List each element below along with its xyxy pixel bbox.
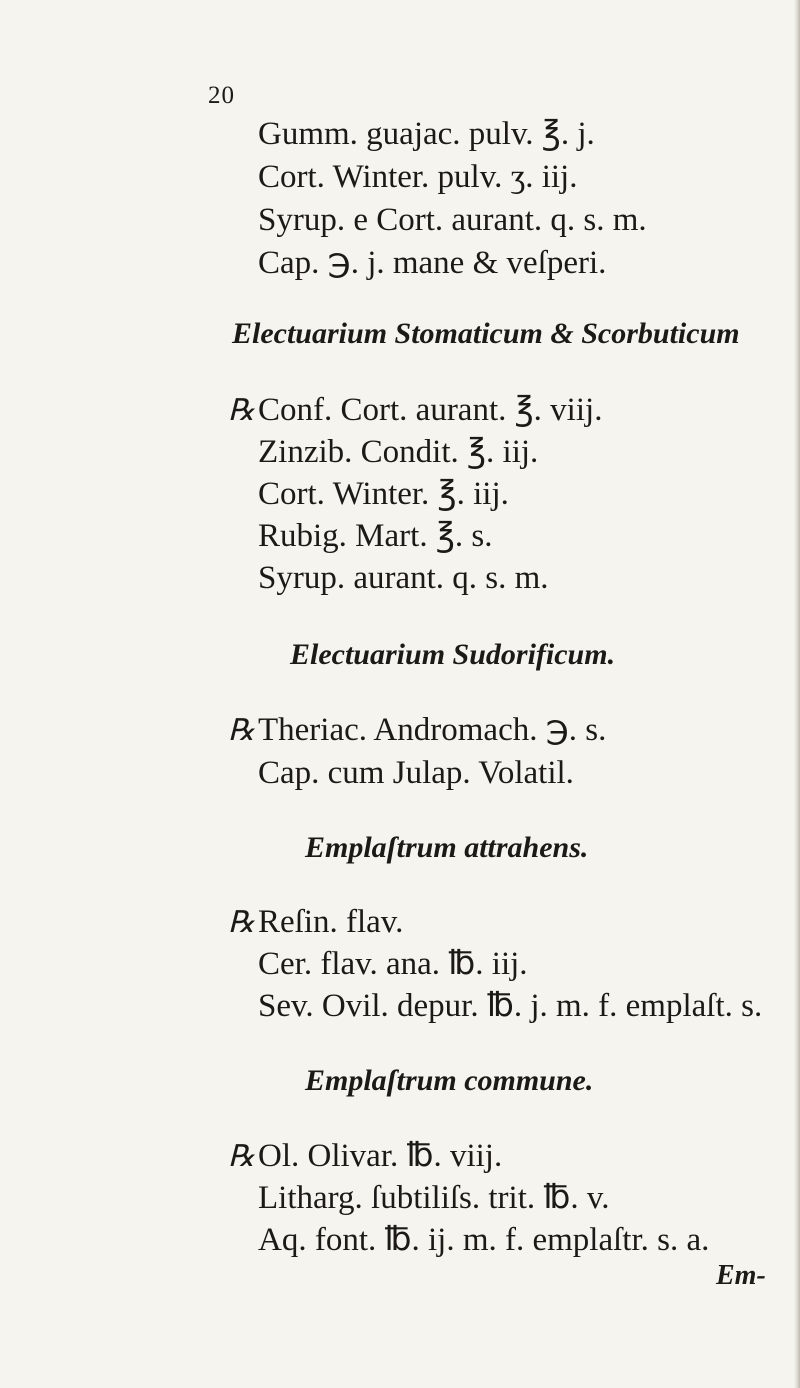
prescription-line: Aq. font. ℔. ij. m. f. emplaſtr. s. a. [258,1222,710,1258]
section-heading: Emplaſtrum commune. [305,1064,594,1097]
page-number: 20 [208,82,235,109]
section-heading: Electuarium Stomaticum & Scorbuticum [232,317,740,350]
prescription-line: Reſin. flav. [258,904,404,940]
prescription-line: Syrup. aurant. q. s. m. [258,560,549,596]
prescription-line: Cort. Winter. ℥. iij. [258,476,509,512]
prescription-line: Sev. Ovil. depur. ℔. j. m. f. emplaſt. s. [258,988,763,1024]
recipe-symbol: ℞ [228,1140,255,1173]
page-edge-shadow [794,0,800,1388]
prescription-line: Cap. cum Julap. Volatil. [258,755,574,791]
prescription-line: Syrup. e Cort. aurant. q. s. m. [258,202,647,238]
section-heading: Electuarium Sudorificum. [290,638,616,671]
recipe-symbol: ℞ [228,394,255,427]
prescription-line: Cer. flav. ana. ℔. iij. [258,946,528,982]
prescription-line: Theriac. Andromach. ℈. s. [258,712,607,748]
prescription-line: Rubig. Mart. ℥. s. [258,518,493,554]
recipe-symbol: ℞ [228,714,255,747]
prescription-line: Cort. Winter. pulv. ʒ. iij. [258,159,578,195]
prescription-line: Ol. Olivar. ℔. viij. [258,1138,503,1174]
prescription-line: Gumm. guajac. pulv. ℥. j. [258,116,595,152]
recipe-symbol: ℞ [228,906,255,939]
prescription-line: Litharg. ſubtiliſs. trit. ℔. v. [258,1180,610,1216]
prescription-line: Conf. Cort. aurant. ℥. viij. [258,392,603,428]
section-heading: Emplaſtrum attrahens. [305,831,589,864]
prescription-line: Cap. ℈. j. mane & veſperi. [258,245,607,281]
prescription-line: Zinzib. Condit. ℥. iij. [258,434,539,470]
catchword: Em- [716,1260,766,1291]
